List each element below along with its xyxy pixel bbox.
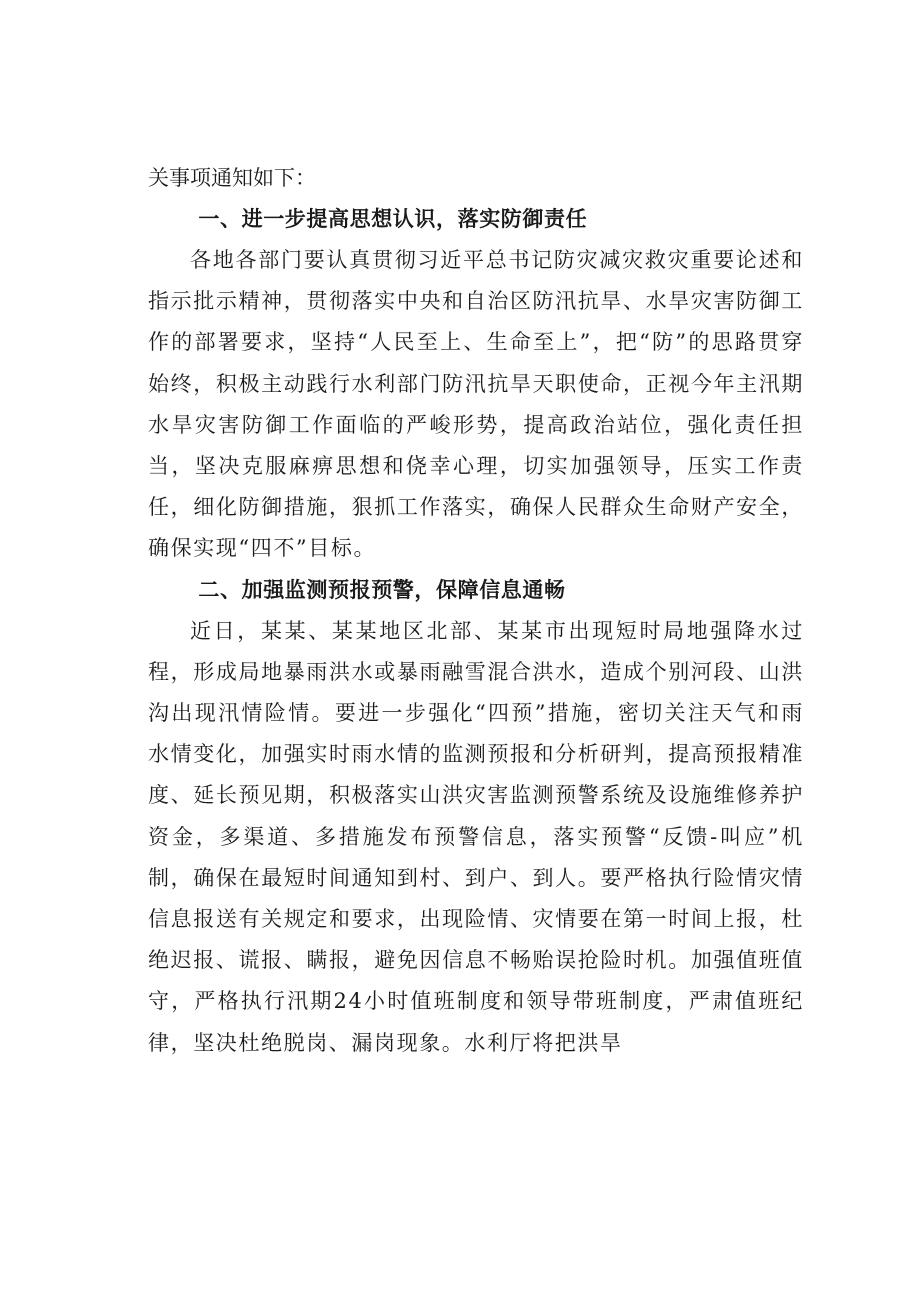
- section-paragraph-1: 各地各部门要认真贯彻习近平总书记防灾减灾救灾重要论述和指示批示精神，贯彻落实中央和自治区防汛抗旱、水旱灾害防御工作的部署要求，坚持“人民至上、生命至上”，把“防”的思路贯穿始终，积极主动践行水利部门防汛抗旱天职使命，正视今年主汛期水旱灾害防御工作面临的严峻形势，提高政治站位，强化责任担当，坚决克服麻痹思想和侥幸心理，切实加强领导，压实工作责任，细化防御措施，狠抓工作落实，确保人民群众生命财产安全，确保实现“四不”目标。: [148, 248, 804, 561]
- section-heading-1: 一、进一步提高思想认识，落实防御责任: [198, 207, 588, 231]
- section-heading-2: 二、加强监测预报预警，保障信息通畅: [198, 577, 566, 602]
- section-paragraph-2: 近日，某某、某某地区北部、某某市出现短时局地强降水过程，形成局地暴雨洪水或暴雨融雪混合洪水，造成个别河段、山洪沟出现汛情险情。要进一步强化“四预”措施，密切关注天气和雨水情变化，加强实时雨水情的监测预报和分析研判，提高预报精准度、延长预见期，积极落实山洪灾害监测预警系统及设施维修养护资金，多渠道、多措施发布预警信息，落实预警“反馈-叫应”机制，确保在最短时间通知到村、到户、到人。要严格执行险情灾情信息报送有关规定和要求，出现险情、灾情要在第一时间上报，杜绝迟报、谎报、瞒报，避免因信息不畅贻误抢险时机。加强值班值守，严格执行汛期24小时值班制度和领导带班制度，严肃值班纪律，坚决杜绝脱岗、漏岗现象。水利厅将把洪旱: [148, 618, 804, 1055]
- document-body: [148, 158, 804, 1064]
- intro-line: 关事项通知如下：: [148, 166, 316, 190]
